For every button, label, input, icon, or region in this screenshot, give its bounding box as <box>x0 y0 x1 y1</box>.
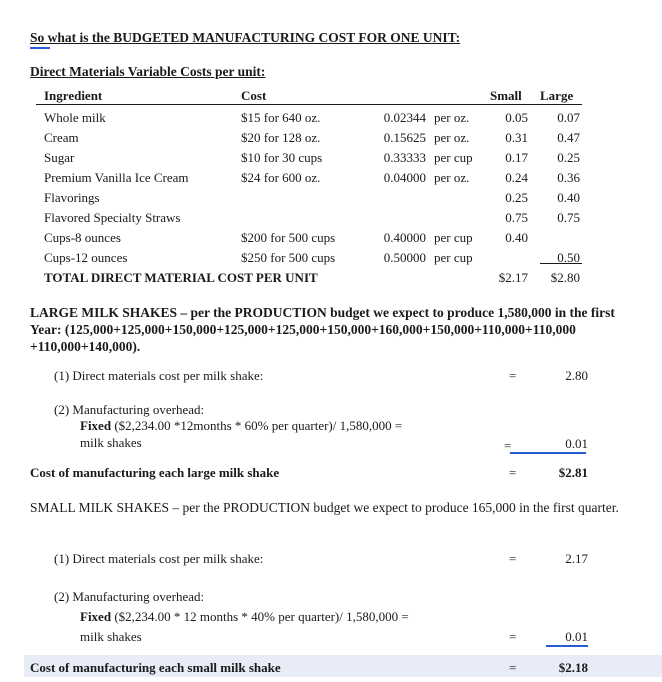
cell-large: 0.40 <box>557 190 580 205</box>
cell-ingredient: Flavorings <box>44 190 100 205</box>
cursor-underline-mark <box>30 47 50 49</box>
cell-cost: $250 for 500 cups <box>241 250 336 265</box>
cell-ingredient: Premium Vanilla Ice Cream <box>44 170 189 185</box>
cell-small: 0.05 <box>505 110 528 125</box>
large-dm-label: (1) Direct materials cost per milk shake: <box>54 368 264 383</box>
small-oh-formula <box>80 609 409 625</box>
large-oh-value: 0.01 <box>565 436 588 451</box>
header-rule <box>36 104 582 105</box>
cell-rate: 0.40000 <box>383 230 426 245</box>
cell-small: 0.75 <box>505 210 528 225</box>
large-total-value: $2.81 <box>558 465 588 480</box>
cell-cost: $15 for 640 oz. <box>241 110 321 125</box>
cell-small: 0.31 <box>505 130 528 145</box>
cell-cost: $20 for 128 oz. <box>241 130 321 145</box>
small-oh-tail: milk shakes <box>80 629 142 644</box>
cell-ingredient: Cream <box>44 130 79 145</box>
large-total-eq: = <box>509 465 517 480</box>
cell-unit: per oz. <box>434 170 470 185</box>
direct-materials-title: Direct Materials Variable Costs per unit: <box>30 64 266 79</box>
small-dm-value: 2.17 <box>565 551 588 566</box>
cell-small: 0.25 <box>505 190 528 205</box>
small-oh-label: (2) Manufacturing overhead: <box>54 589 205 604</box>
col-header-ingredient: Ingredient <box>44 88 103 103</box>
cell-large: 0.36 <box>557 170 580 185</box>
large-dm-value: 2.80 <box>565 368 588 383</box>
large-oh-label: (2) Manufacturing overhead: <box>54 402 205 417</box>
total-dm-small: $2.17 <box>498 270 528 285</box>
cell-large: 0.07 <box>557 110 580 125</box>
cell-cost: $200 for 500 cups <box>241 230 336 245</box>
small-dm-label: (1) Direct materials cost per milk shake: <box>54 551 264 566</box>
cell-large: 0.75 <box>557 210 580 225</box>
cell-ingredient: Sugar <box>44 150 75 165</box>
cell-large: 0.47 <box>557 130 580 145</box>
cell-rate: 0.33333 <box>383 150 426 165</box>
large-oh-tail: milk shakes <box>80 435 142 450</box>
total-dm-label: TOTAL DIRECT MATERIAL COST PER UNIT <box>44 270 318 285</box>
cell-ingredient: Cups-12 ounces <box>44 250 128 265</box>
small-intro-text: SMALL MILK SHAKES – per the PRODUCTION budget we expect to produce 165,000 in the first quarter. <box>30 500 619 515</box>
cell-unit: per cup <box>434 230 473 245</box>
large-dm-eq: = <box>509 368 517 383</box>
small-intro <box>30 498 645 518</box>
cell-unit: per cup <box>434 150 473 165</box>
small-total-value: $2.18 <box>558 660 588 675</box>
cell-ingredient: Whole milk <box>44 110 106 125</box>
small-total-eq: = <box>509 660 517 675</box>
cell-small: 0.24 <box>505 170 528 185</box>
large-intro <box>30 304 645 355</box>
cell-cost: $24 for 600 oz. <box>241 170 321 185</box>
cell-large: 0.50 <box>557 250 580 265</box>
cell-large: 0.25 <box>557 150 580 165</box>
cell-rate: 0.15625 <box>383 130 426 145</box>
page-heading: So what is the BUDGETED MANUFACTURING COST FOR ONE UNIT: <box>30 30 461 45</box>
cell-small: 0.17 <box>505 150 528 165</box>
large-oh-eq: = <box>504 438 512 453</box>
cell-rate: 0.02344 <box>383 110 426 125</box>
small-oh-value: 0.01 <box>565 629 588 644</box>
cell-unit: per oz. <box>434 130 470 145</box>
small-oh-eq: = <box>509 629 517 644</box>
small-oh-formula-text: ($2,234.00 * 12 months * 40% per quarter)/ 1,580,000 = <box>111 609 409 624</box>
large-oh-formula <box>80 418 402 434</box>
large-oh-rule <box>510 452 586 454</box>
small-dm-eq: = <box>509 551 517 566</box>
total-dm-large: $2.80 <box>550 270 580 285</box>
large-intro-text: LARGE MILK SHAKES – per the PRODUCTION budget we expect to produce 1,580,000 in the first Year: (125,000+125,000+150,000+125,000+125,000+150,000+160,000+150,000+110,000+110,000 +110,000+140,000). <box>30 305 615 354</box>
cell-small: 0.40 <box>505 230 528 245</box>
cell-unit: per cup <box>434 250 473 265</box>
small-oh-rule <box>546 645 588 647</box>
cell-cost: $10 for 30 cups <box>241 150 323 165</box>
col-header-cost: Cost <box>241 88 267 103</box>
large-oh-formula-text: ($2,234.00 *12months * 60% per quarter)/ 1,580,000 = <box>111 418 403 433</box>
large-total-label: Cost of manufacturing each large milk shake <box>30 465 280 480</box>
small-total-label: Cost of manufacturing each small milk shake <box>30 660 281 675</box>
col-header-large: Large <box>540 88 574 103</box>
cell-rate: 0.50000 <box>383 250 426 265</box>
cell-unit: per oz. <box>434 110 470 125</box>
cell-rate: 0.04000 <box>383 170 426 185</box>
col-header-small: Small <box>490 88 522 103</box>
cell-ingredient: Flavored Specialty Straws <box>44 210 181 225</box>
small-oh-fixed: Fixed <box>80 609 112 624</box>
large-subtotal-rule <box>540 263 582 264</box>
large-oh-fixed: Fixed <box>80 418 112 433</box>
cell-ingredient: Cups-8 ounces <box>44 230 121 245</box>
